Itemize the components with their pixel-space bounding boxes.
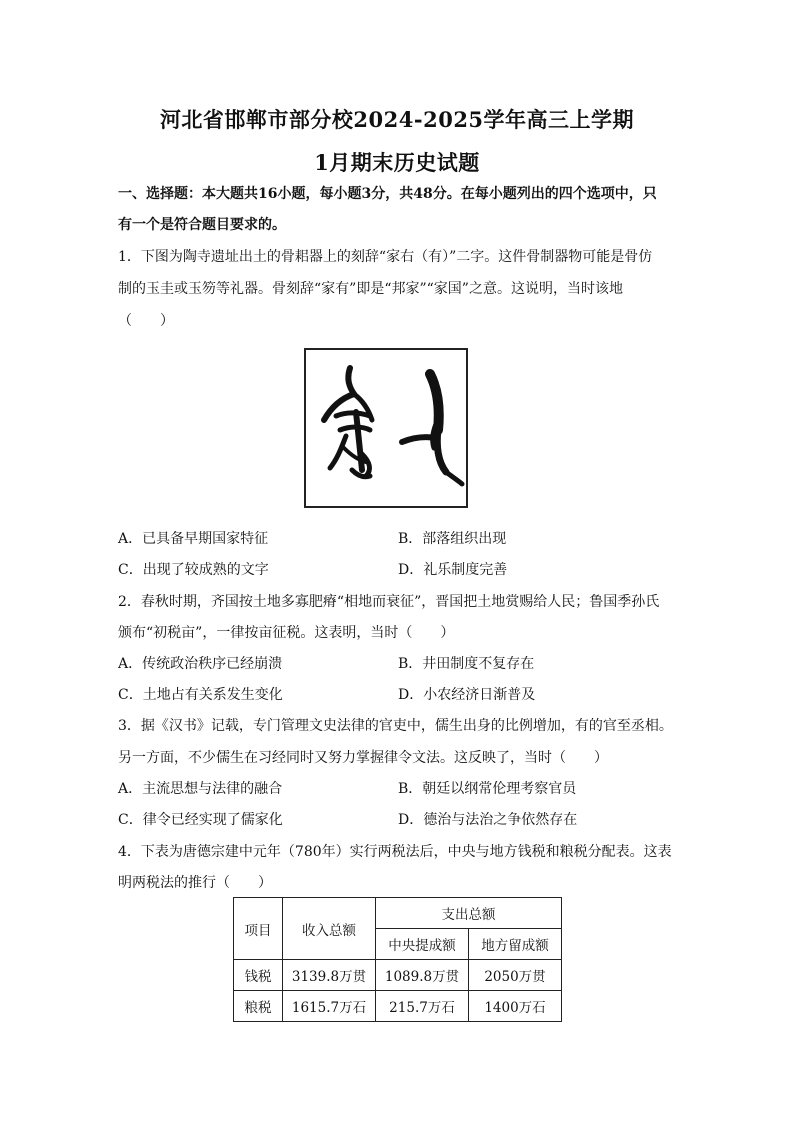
header-central: 中央提成额 xyxy=(376,929,469,960)
row-local: 1400万石 xyxy=(469,991,562,1022)
title-line-1: 河北省邯郸市部分校2024-2025学年高三上学期 xyxy=(159,107,635,132)
q4-stem-line-2: 明两税法的推行（ ） xyxy=(118,875,272,891)
table-row xyxy=(234,960,562,991)
row-income: 1615.7万石 xyxy=(283,991,376,1022)
q1-option-d: D．礼乐制度完善 xyxy=(398,562,508,578)
row-central: 1089.8万贯 xyxy=(376,960,469,991)
table-row xyxy=(234,991,562,1022)
row-local: 2050万贯 xyxy=(469,960,562,991)
q1-option-a: A．已具备早期国家特征 xyxy=(118,531,269,547)
inscription-glyphs-icon xyxy=(306,350,466,506)
q2-option-d: D．小农经济日渐普及 xyxy=(398,687,536,703)
section-heading-line-2: 有一个是符合题目要求的。 xyxy=(118,217,286,233)
header-expense: 支出总额 xyxy=(376,898,562,929)
q3-option-c: C．律令已经实现了儒家化 xyxy=(118,812,283,828)
header-item: 项目 xyxy=(234,898,283,960)
q1-stem-line-3: （ ） xyxy=(118,313,174,329)
q2-option-b: B．井田制度不复存在 xyxy=(398,656,535,672)
q2-option-c: C．土地占有关系发生变化 xyxy=(118,687,283,703)
q1-option-c: C．出现了较成熟的文字 xyxy=(118,562,269,578)
row-item: 粮税 xyxy=(234,991,283,1022)
q2-stem-line-2: 颁布“初税亩”，一律按亩征税。这表明，当时（ ） xyxy=(118,625,455,641)
section-heading-line-1: 一、选择题：本大题共16小题，每小题3分，共48分。在每小题列出的四个选项中，只 xyxy=(118,186,657,202)
q1-stem-line-2: 制的玉圭或玉笏等礼器。骨刻辞“家有”即是“邦家”“家国”之意。这说明，当时该地 xyxy=(118,281,623,297)
q3-option-b: B．朝廷以纲常伦理考察官员 xyxy=(398,781,577,797)
q3-option-d: D．德治与法治之争依然存在 xyxy=(398,812,578,828)
q1-stem-line-1: 1．下图为陶寺遗址出土的骨耜器上的刻辞“家右（有）”二字。这件骨制器物可能是骨仿 xyxy=(118,249,653,265)
row-income: 3139.8万贯 xyxy=(283,960,376,991)
title-line-2: 1月期末历史试题 xyxy=(314,150,480,175)
oracle-bone-inscription-image xyxy=(304,348,468,508)
q3-stem-line-1: 3．据《汉书》记载，专门管理文史法律的官吏中，儒生出身的比例增加，有的官至丞相。 xyxy=(118,718,673,734)
q2-option-a: A．传统政治秩序已经崩溃 xyxy=(118,656,283,672)
q1-option-b: B．部落组织出现 xyxy=(398,531,507,547)
q4-stem-line-1: 4．下表为唐德宗建中元年（780年）实行两税法后，中央与地方钱税和粮税分配表。这表 xyxy=(118,844,672,860)
tax-distribution-table xyxy=(233,897,562,1022)
q3-option-a: A．主流思想与法律的融合 xyxy=(118,781,283,797)
q2-stem-line-1: 2．春秋时期，齐国按土地多寡肥瘠“相地而衰征”，晋国把土地赏赐给人民；鲁国季孙氏 xyxy=(118,594,660,610)
q3-stem-line-2: 另一方面，不少儒生在习经同时又努力掌握律令文法。这反映了，当时（ ） xyxy=(118,750,608,766)
header-income: 收入总额 xyxy=(283,898,376,960)
row-item: 钱税 xyxy=(234,960,283,991)
row-central: 215.7万石 xyxy=(376,991,469,1022)
header-local: 地方留成额 xyxy=(469,929,562,960)
